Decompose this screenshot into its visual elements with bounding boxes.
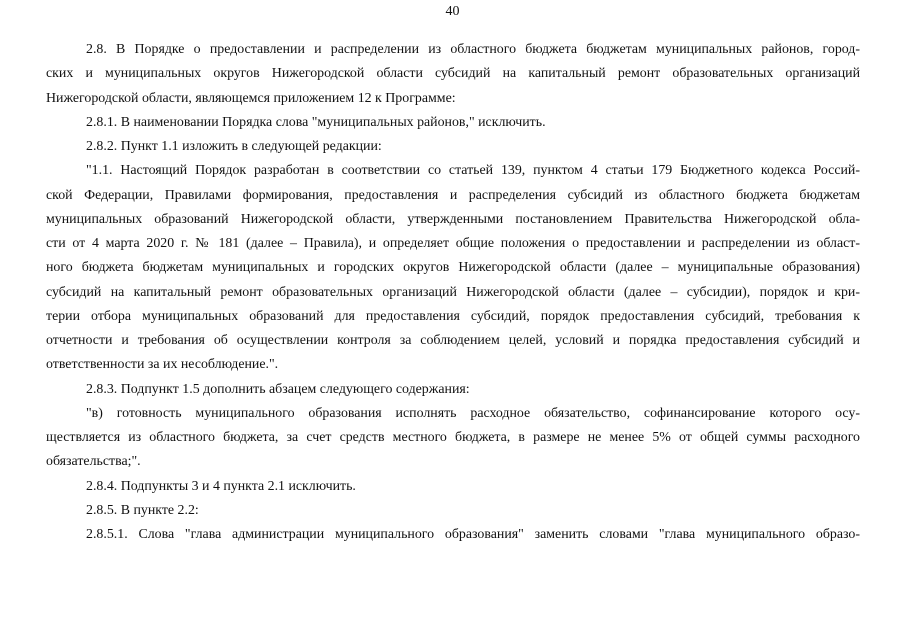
text-line: ществляется из областного бюджета, за счет средств местного бюджета, в размере не менее 5% от общей суммы расходного xyxy=(46,430,860,445)
document-body xyxy=(46,38,860,547)
text-line: субсидий на капитальный ремонт образовательных организаций Нижегородской области (далее – субсидии), порядок и кри- xyxy=(46,284,860,300)
text-line: 2.8.2. Пункт 1.1 изложить в следующей редакции: xyxy=(86,139,382,154)
text-line: "1.1. Настоящий Порядок разработан в соответствии со статьей 139, пунктом 4 статьи 179 Бюджетного кодекса Россий- xyxy=(86,163,860,179)
text-line: "в) готовность муниципального образования исполнять расходное обязательство, софинансирование которого осу- xyxy=(86,405,860,421)
text-line: 2.8.4. Подпункты 3 и 4 пункта 2.1 исключить. xyxy=(86,478,356,494)
text-line: ской Федерации, Правилами формирования, предоставления и распределения субсидий из областного бюджета бюджетам xyxy=(46,187,860,203)
text-line: обязательства;". xyxy=(46,454,141,470)
text-line: 2.8.5. В пункте 2.2: xyxy=(86,502,199,518)
text-line: терии отбора муниципальных образований для предоставления субсидий, порядок предоставления субсидий, требования к xyxy=(46,308,860,324)
text-line: ответственности за их несоблюдение.". xyxy=(46,357,279,373)
text-line: отчетности и требования об осуществлении контроля за соблюдением целей, условий и порядка предоставления субсидий и xyxy=(46,333,860,348)
text-line: сти от 4 марта 2020 г. № 181 (далее – Правила), и определяет общие положения о предоставлении и распределении из област- xyxy=(46,236,860,251)
text-line: ских и муниципальных округов Нижегородской области субсидий на капитальный ремонт образовательных организаций xyxy=(46,66,860,82)
text-line: 2.8.1. В наименовании Порядка слова "муниципальных районов," исключить. xyxy=(86,114,546,130)
text-line: ного бюджета бюджетам муниципальных и городских округов Нижегородской области (далее – муниципальные образования) xyxy=(46,260,860,276)
page-number: 40 xyxy=(445,4,460,19)
text-line: муниципальных образований Нижегородской области, утвержденными постановлением Правительства Нижегородской обла- xyxy=(46,211,860,227)
text-line: 2.8.3. Подпункт 1.5 дополнить абзацем следующего содержания: xyxy=(86,381,470,397)
text-line: 2.8. В Порядке о предоставлении и распределении из областного бюджета бюджетам муниципальных районов, город- xyxy=(86,42,860,57)
text-line: 2.8.5.1. Слова "глава администрации муниципального образования" заменить словами "глава муниципального образо- xyxy=(86,527,860,542)
text-line: Нижегородской области, являющемся приложением 12 к Программе: xyxy=(46,90,456,106)
